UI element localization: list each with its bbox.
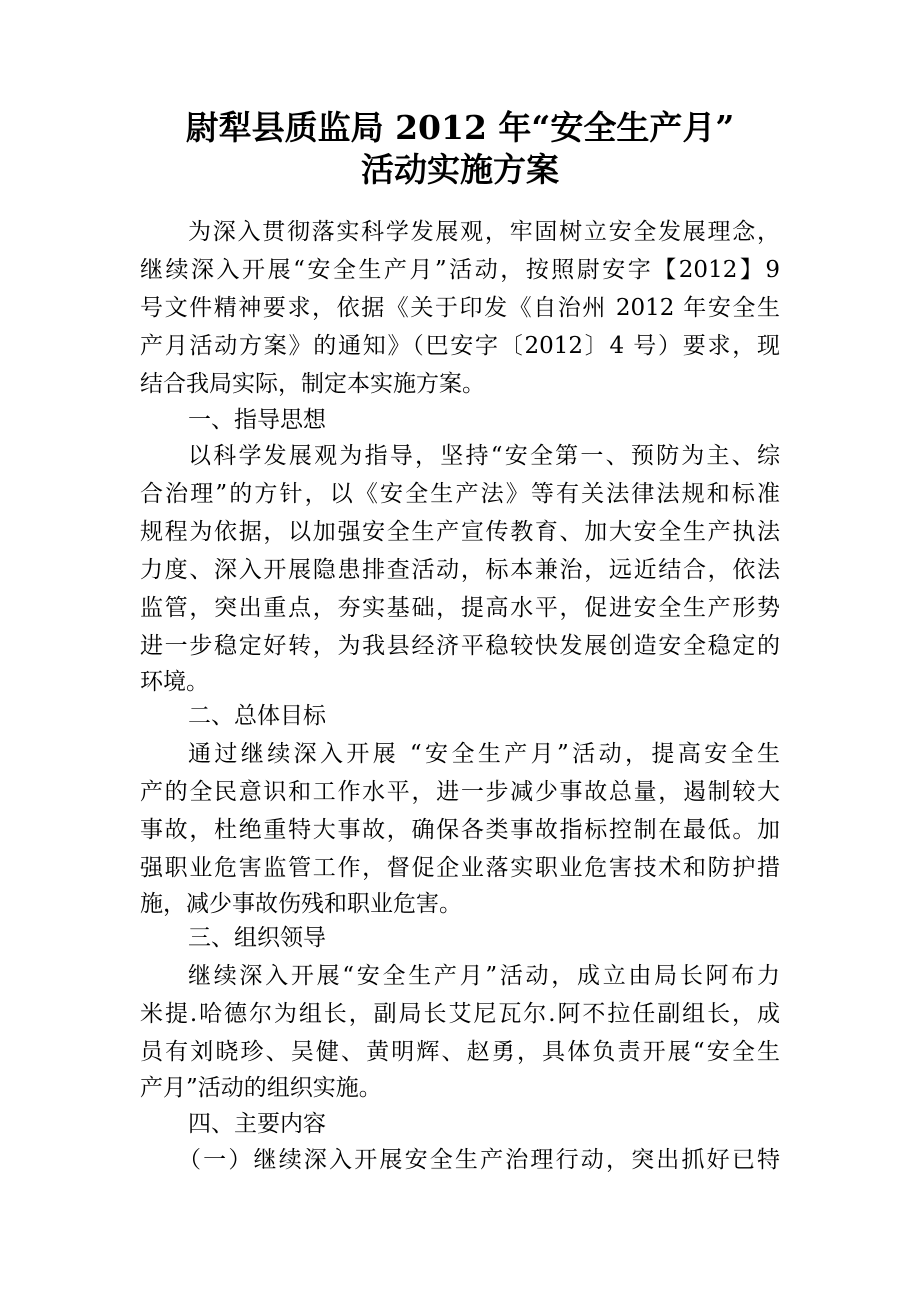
section1-line: 环境。 bbox=[140, 669, 209, 695]
section-heading-main-content: 四、主要内容 bbox=[188, 1111, 326, 1137]
intro-line: 结合我局实际，制定本实施方案。 bbox=[140, 371, 485, 397]
section3-line: 员有刘晓珍、吴健、黄明辉、赵勇，具体负责开展“安全生 bbox=[140, 1039, 780, 1065]
section1-line: 合治理”的方针，以《安全生产法》等有关法律法规和标准 bbox=[140, 481, 780, 507]
section2-line: 强职业危害监管工作，督促企业落实职业危害技术和防护措 bbox=[140, 855, 780, 881]
document-title-line-1: 尉犁县质监局 2012 年“安全生产月” bbox=[185, 108, 735, 147]
section-heading-guiding-ideology: 一、指导思想 bbox=[188, 407, 326, 433]
section1-line: 规程为依据，以加强安全生产宣传教育、加大安全生产执法 bbox=[140, 519, 780, 545]
intro-line: 继续深入开展“安全生产月”活动，按照尉安字【2012】9 bbox=[140, 257, 780, 283]
section-heading-organization: 三、组织领导 bbox=[188, 925, 326, 951]
section2-line: 通过继续深入开展 “安全生产月”活动，提高安全生 bbox=[188, 741, 780, 767]
intro-line: 产月活动方案》的通知》（巴安字〔2012〕4 号）要求，现 bbox=[140, 333, 780, 359]
section3-line: 继续深入开展“安全生产月”活动，成立由局长阿布力 bbox=[188, 963, 780, 989]
section3-line: 米提.哈德尔为组长，副局长艾尼瓦尔.阿不拉任副组长，成 bbox=[140, 1001, 780, 1027]
section1-line: 力度、深入开展隐患排查活动，标本兼治，远近结合，依法 bbox=[140, 557, 780, 583]
section1-line: 以科学发展观为指导，坚持“安全第一、预防为主、综 bbox=[188, 443, 780, 469]
section-heading-overall-goals: 二、总体目标 bbox=[188, 703, 326, 729]
section1-line: 监管，突出重点，夯实基础，提高水平，促进安全生产形势 bbox=[140, 595, 780, 621]
section4-line: （一）继续深入开展安全生产治理行动，突出抓好已特 bbox=[178, 1147, 780, 1173]
document-title-line-2: 活动实施方案 bbox=[361, 150, 559, 189]
section2-line: 产的全民意识和工作水平，进一步减少事故总量，遏制较大 bbox=[140, 779, 780, 805]
section2-line: 事故，杜绝重特大事故，确保各类事故指标控制在最低。加 bbox=[140, 817, 780, 843]
section1-line: 进一步稳定好转，为我县经济平稳较快发展创造安全稳定的 bbox=[140, 633, 780, 659]
intro-line: 为深入贯彻落实科学发展观，牢固树立安全发展理念， bbox=[188, 219, 780, 245]
section2-line: 施，减少事故伤残和职业危害。 bbox=[140, 891, 462, 917]
section3-line: 产月”活动的组织实施。 bbox=[140, 1075, 382, 1101]
intro-line: 号文件精神要求，依据《关于印发《自治州 2012 年安全生 bbox=[140, 295, 780, 321]
